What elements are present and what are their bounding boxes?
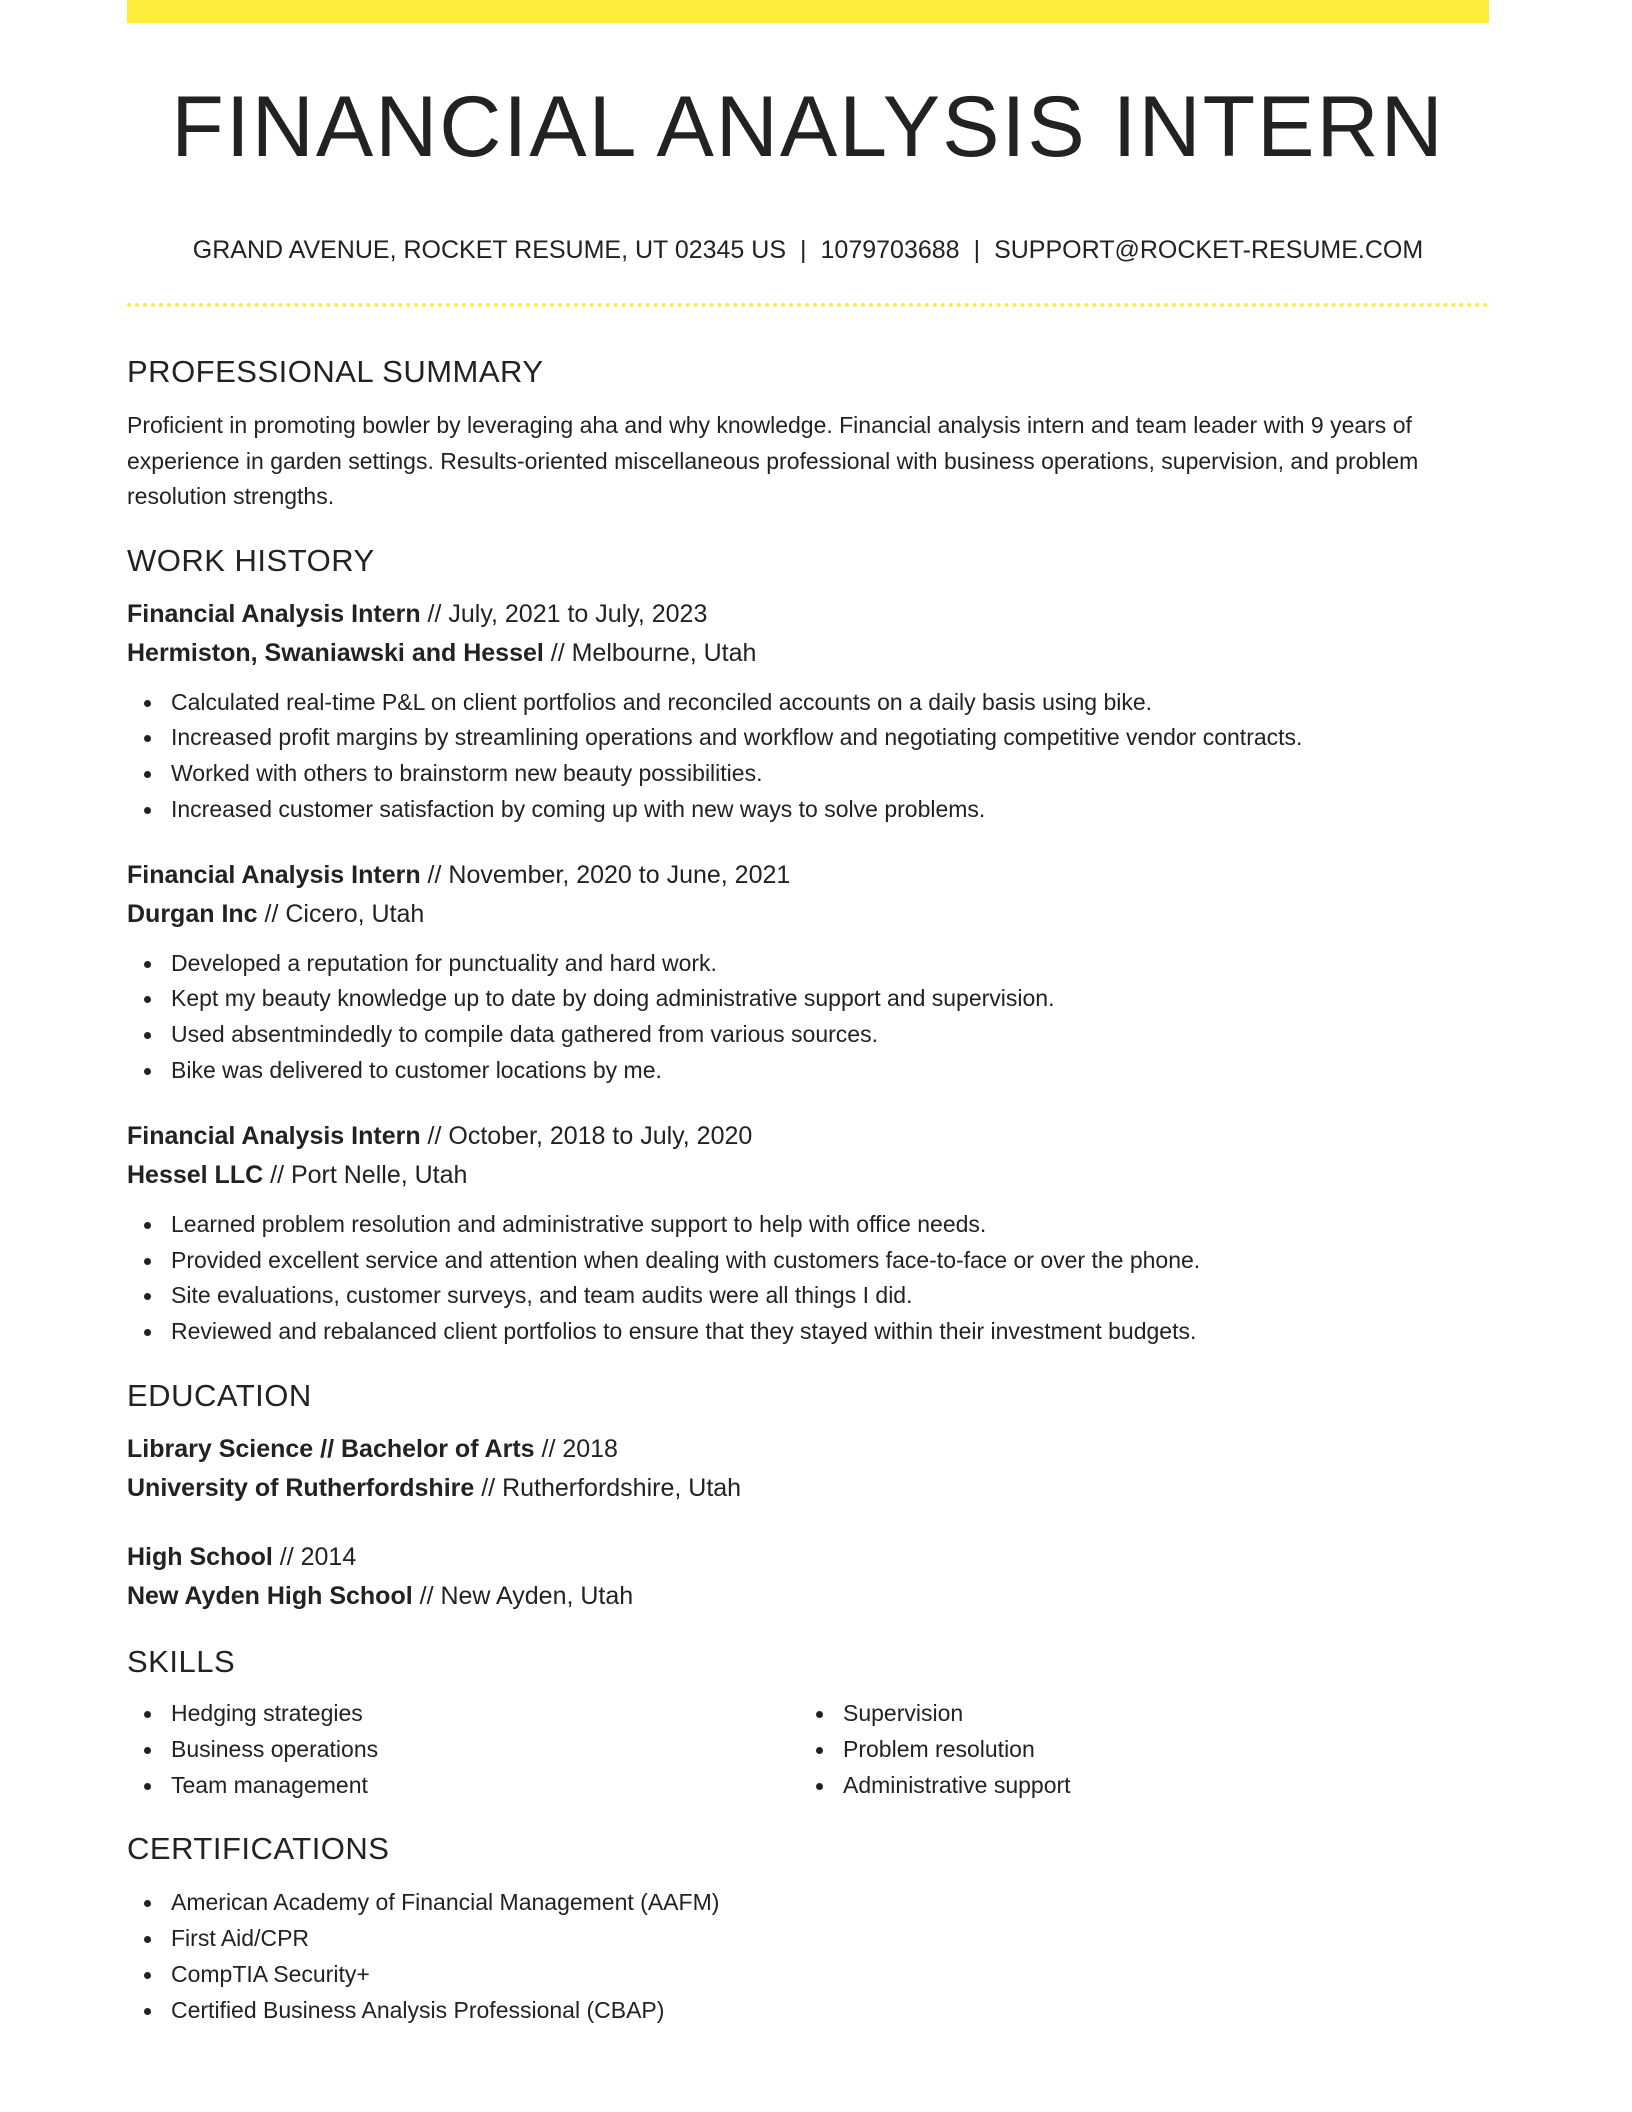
section-heading-certifications: CERTIFICATIONS xyxy=(127,1831,390,1867)
skill-item: Hedging strategies xyxy=(171,1696,799,1732)
education-degree: High School xyxy=(127,1543,273,1572)
contact-email: SUPPORT@ROCKET-RESUME.COM xyxy=(994,236,1424,264)
job-bullet: Used absentmindedly to compile data gathered from various sources. xyxy=(171,1017,1489,1053)
education-degree-line xyxy=(127,1538,1489,1577)
job-title: Financial Analysis Intern xyxy=(127,1121,421,1150)
job-bullet: Calculated real-time P&L on client portfolios and reconciled accounts on a daily basis using bike. xyxy=(171,685,1489,721)
skill-item: Team management xyxy=(171,1768,799,1804)
certification-item: American Academy of Financial Management (AAFM) xyxy=(171,1885,1489,1921)
section-heading-summary: PROFESSIONAL SUMMARY xyxy=(127,354,544,389)
education-entry xyxy=(127,1430,1489,1508)
education-degree-line xyxy=(127,1430,1489,1469)
resume-body xyxy=(127,348,1489,2029)
education-school-line xyxy=(127,1577,1489,1616)
job-dates: // November, 2020 to June, 2021 xyxy=(420,860,791,889)
skill-item: Supervision xyxy=(843,1696,1471,1732)
dotted-divider xyxy=(127,303,1489,307)
section-heading-education: EDUCATION xyxy=(127,1378,312,1414)
resume-title: FINANCIAL ANALYSIS INTERN xyxy=(171,79,1445,175)
job-company-line xyxy=(127,634,1489,673)
job-company-line xyxy=(127,1156,1489,1195)
job-bullets xyxy=(127,1207,1489,1350)
job-title: Financial Analysis Intern xyxy=(127,599,421,628)
job-bullet: Learned problem resolution and administrative support to help with office needs. xyxy=(171,1207,1489,1243)
job-title-line xyxy=(127,856,1489,895)
contact-address: GRAND AVENUE, ROCKET RESUME, UT 02345 US xyxy=(192,236,787,264)
certification-item: Certified Business Analysis Professional (CBAP) xyxy=(171,1993,1489,2029)
job-bullet: Kept my beauty knowledge up to date by doing administrative support and supervision. xyxy=(171,981,1489,1017)
accent-top-bar xyxy=(127,0,1489,23)
job-bullet: Reviewed and rebalanced client portfolios to ensure that they stayed within their investment budgets. xyxy=(171,1314,1489,1350)
job-bullet: Developed a reputation for punctuality and hard work. xyxy=(171,946,1489,982)
job-bullet: Provided excellent service and attention when dealing with customers face-to-face or over the phone. xyxy=(171,1243,1489,1279)
certifications-section xyxy=(127,1825,1489,2028)
education-school: University of Rutherfordshire xyxy=(127,1474,475,1503)
skill-item: Problem resolution xyxy=(843,1732,1471,1768)
section-heading-work-history: WORK HISTORY xyxy=(127,542,375,578)
certification-list xyxy=(127,1885,1489,2028)
education-year: // 2018 xyxy=(534,1435,618,1464)
job-location: // Melbourne, Utah xyxy=(543,638,757,667)
education-entry xyxy=(127,1538,1489,1616)
job-title-line xyxy=(127,1117,1489,1156)
section-heading-skills: SKILLS xyxy=(127,1644,236,1680)
education-degree: Library Science // Bachelor of Arts xyxy=(127,1435,535,1464)
education-year: // 2014 xyxy=(272,1543,357,1572)
skills-columns xyxy=(127,1696,1489,1803)
summary-text: Proficient in promoting bowler by leveraging aha and why knowledge. Financial analysis intern and team leader with 9 years of experience in garden settings. Results-oriented miscellaneous professional with business operations, supervision, and problem resolution strengths. xyxy=(127,412,1419,509)
skill-item: Business operations xyxy=(171,1732,799,1768)
job-bullet: Increased profit margins by streamlining operations and workflow and negotiating competitive vendor contracts. xyxy=(171,720,1489,756)
job-entry xyxy=(127,856,1489,1089)
job-bullets xyxy=(127,946,1489,1089)
job-location: // Port Nelle, Utah xyxy=(263,1160,468,1189)
job-bullet: Bike was delivered to customer locations by me. xyxy=(171,1053,1489,1089)
job-dates: // October, 2018 to July, 2020 xyxy=(420,1121,753,1150)
job-bullet: Worked with others to brainstorm new beauty possibilities. xyxy=(171,756,1489,792)
skills-section xyxy=(127,1638,1489,1803)
skills-column-right xyxy=(799,1696,1471,1803)
job-company: Hessel LLC xyxy=(127,1160,264,1189)
education-school-line xyxy=(127,1469,1489,1508)
job-location: // Cicero, Utah xyxy=(257,899,425,928)
job-company: Durgan Inc xyxy=(127,899,258,928)
education-location: // Rutherfordshire, Utah xyxy=(474,1474,742,1503)
job-bullet: Increased customer satisfaction by coming up with new ways to solve problems. xyxy=(171,792,1489,828)
certification-item: First Aid/CPR xyxy=(171,1921,1489,1957)
certification-item: CompTIA Security+ xyxy=(171,1957,1489,1993)
contact-line xyxy=(127,236,1489,265)
education-section xyxy=(127,1372,1489,1616)
job-company: Hermiston, Swaniawski and Hessel xyxy=(127,638,544,667)
summary-section xyxy=(127,348,1489,515)
skills-column-left xyxy=(127,1696,799,1803)
contact-separator: | xyxy=(800,236,807,264)
job-title: Financial Analysis Intern xyxy=(127,860,421,889)
job-entry xyxy=(127,595,1489,828)
job-dates: // July, 2021 to July, 2023 xyxy=(420,599,708,628)
job-title-line xyxy=(127,595,1489,634)
contact-phone: 1079703688 xyxy=(820,236,960,264)
skill-item: Administrative support xyxy=(843,1768,1471,1804)
job-list xyxy=(127,595,1489,1351)
education-location: // New Ayden, Utah xyxy=(412,1582,634,1611)
job-bullets xyxy=(127,685,1489,828)
job-company-line xyxy=(127,895,1489,934)
work-history-section xyxy=(127,537,1489,1351)
job-bullet: Site evaluations, customer surveys, and team audits were all things I did. xyxy=(171,1278,1489,1314)
job-entry xyxy=(127,1117,1489,1350)
education-school: New Ayden High School xyxy=(127,1582,413,1611)
contact-separator: | xyxy=(973,236,981,264)
